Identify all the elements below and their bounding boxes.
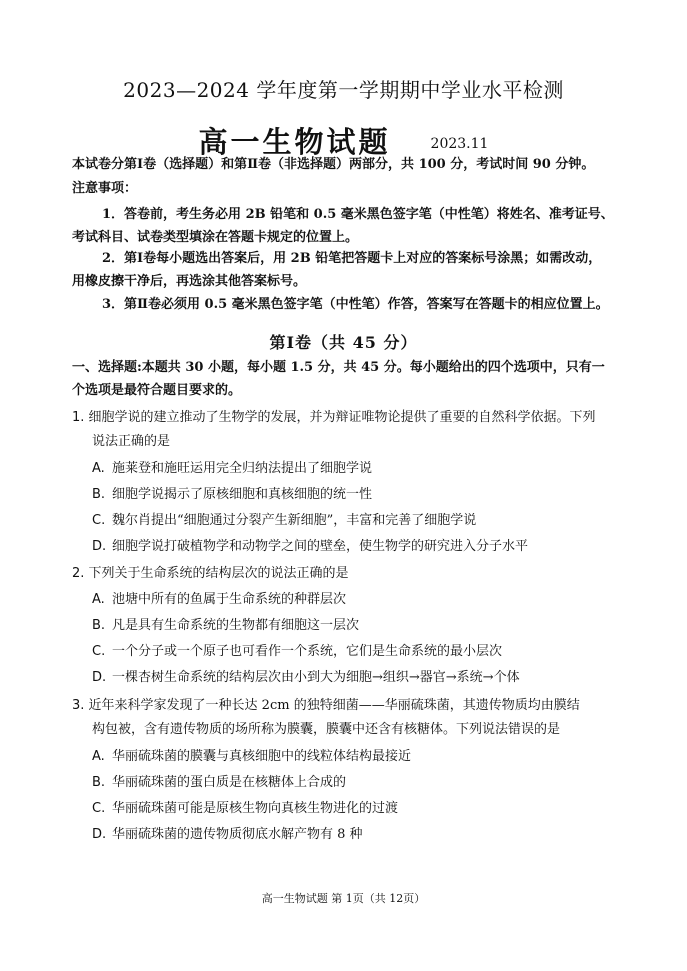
option-letter: D. [92,670,107,685]
question-1-stem-b: 说法正确的是 [92,434,171,449]
option-letter: A. [92,592,105,607]
option-text: 一棵杏树生命系统的结构层次由小到大为细胞→组织→器官→系统→个体 [112,670,520,685]
option-text: 细胞学说打破植物学和动物学之间的壁垒，使生物学的研究进入分子水平 [112,539,529,554]
option-letter: A. [92,461,105,476]
exam-title: 2023—2024 学年度第一学期期中学业水平检测 [123,78,564,102]
section-title: 第Ⅰ卷（共 45 分） [269,333,418,352]
question-2-option-b[interactable] [92,617,359,635]
notice-title: 注意事项： [72,181,138,196]
option-text: 细胞学说揭示了原核细胞和真核细胞的统一性 [112,487,373,502]
notice-2b: 用橡皮擦干净后，再选涂其他答案标号。 [72,274,307,289]
question-3-stem-b: 构包被，含有遗传物质的场所称为膜囊，膜囊中还含有核糖体。下列说法错误的是 [92,722,561,737]
option-text: 华丽硫珠菌可能是原核生物向真核生物进化的过渡 [112,801,399,816]
option-text: 凡是具有生命系统的生物都有细胞这一层次 [112,618,360,633]
question-1-option-a[interactable] [92,460,372,478]
question-2-option-a[interactable] [92,591,346,609]
question-3-option-d[interactable] [92,826,363,844]
option-text: 施莱登和施旺运用完全归纳法提出了细胞学说 [112,461,373,476]
option-letter: B. [92,775,106,790]
notice-1b: 考试科目、试卷类型填涂在答题卡规定的位置上。 [72,230,359,245]
option-letter: A. [92,749,105,764]
subject-row [0,120,687,161]
option-letter: C. [92,801,106,816]
question-1-option-d[interactable] [92,538,528,556]
question-2-option-c[interactable] [92,643,502,661]
question-3-option-c[interactable] [92,800,398,818]
option-letter: C. [92,644,106,659]
question-3-stem-a [72,697,580,715]
question-stem: 下列关于生命系统的结构层次的说法正确的是 [88,566,349,581]
notice-1a: 1．答卷前，考生务必用 2B 铅笔和 0.5 毫米黑色签字笔（中性笔）将姓名、准考证号、 [102,207,614,222]
question-1-option-c[interactable] [92,512,476,530]
question-3-option-b[interactable] [92,774,346,792]
option-letter: B. [92,487,106,502]
question-2-option-d[interactable] [92,669,520,687]
question-number: 3. [72,698,85,713]
option-letter: D. [92,539,107,554]
question-stem: 近年来科学家发现了一种长达 2cm 的独特细菌——华丽硫珠菌，其遗传物质均由膜结 [88,698,580,713]
question-1-stem-a [72,409,596,427]
section-instruction-b: 个选项是最符合题目要求的。 [72,383,242,398]
notice-2a: 2．第Ⅰ卷每小题选出答案后，用 2B 铅笔把答题卡上对应的答案标号涂黑；如需改动， [102,251,602,266]
notice-3: 3．第Ⅱ卷必须用 0.5 毫米黑色签字笔（中性笔）作答，答案写在答题卡的相应位置上。 [102,297,609,312]
option-text: 魏尔肖提出“细胞通过分裂产生新细胞”，丰富和完善了细胞学说 [112,513,477,528]
intro-line: 本试卷分第Ⅰ卷（选择题）和第Ⅱ卷（非选择题）两部分，共 100 分，考试时间 90 分钟。 [72,157,595,172]
question-stem: 细胞学说的建立推动了生物学的发展，并为辩证唯物论提供了重要的自然科学依据。下列 [88,410,596,425]
exam-date: 2023.11 [430,136,489,152]
option-letter: B. [92,618,106,633]
option-text: 华丽硫珠菌的膜囊与真核细胞中的线粒体结构最接近 [112,749,412,764]
question-1-option-b[interactable] [92,486,372,504]
page-footer: 高一生物试题 第 1页（共 12页） [261,892,426,905]
option-text: 一个分子或一个原子也可看作一个系统，它们是生命系统的最小层次 [112,644,503,659]
option-letter: C. [92,513,106,528]
question-3-option-a[interactable] [92,748,411,766]
option-text: 池塘中所有的鱼属于生命系统的种群层次 [112,592,347,607]
option-text: 华丽硫珠菌的遗传物质彻底水解产物有 8 种 [112,827,363,842]
question-number: 2. [72,566,85,581]
option-letter: D. [92,827,107,842]
question-number: 1. [72,410,85,425]
section-instruction-a: 一、选择题:本题共 30 小题，每小题 1.5 分，共 45 分。每小题给出的四个选项中，只有一 [72,360,605,375]
subject-title: 高一生物试题 [198,125,391,159]
option-text: 华丽硫珠菌的蛋白质是在核糖体上合成的 [112,775,347,790]
question-2-stem-a [72,565,349,583]
